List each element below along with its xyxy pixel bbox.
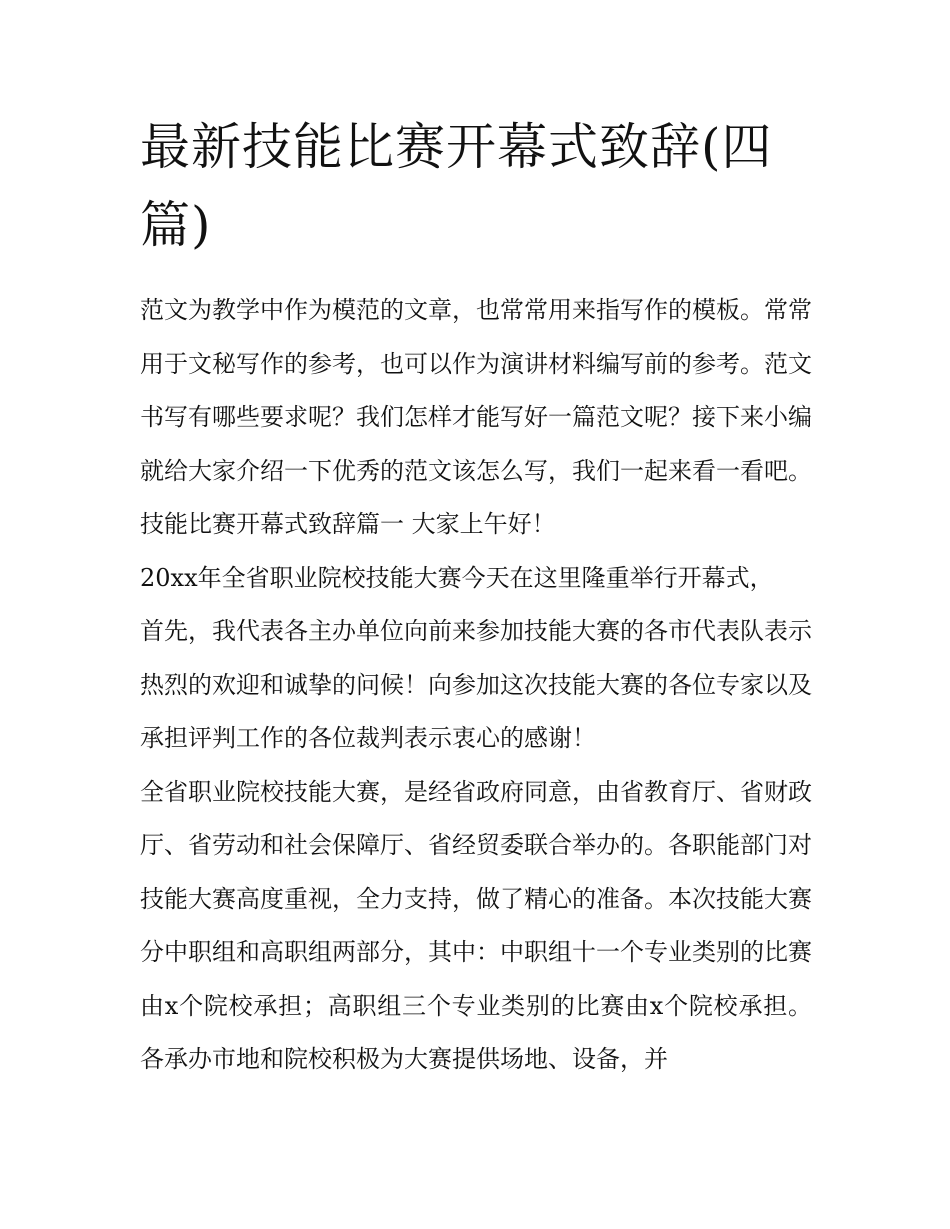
paragraph-competition-overview: 全省职业院校技能大赛，是经省政府同意，由省教育厅、省财政厅、省劳动和社会保障厅、省经贸委联合举办的。各职能部门对技能大赛高度重视，全力支持，做了精心的准备。本次技能大赛分中职组和高职组两部分，其中：中职组十一个专业类别的比赛由x个院校承担；高职组三个专业类别的比赛由x个院校承担。各承办市地和院校积极为大赛提供场地、设备，并: [140, 777, 812, 1073]
paragraph-opening: 20xx年全省职业院校技能大赛今天在这里隆重举行开幕式，: [140, 563, 774, 592]
document-title: 最新技能比赛开幕式致辞(四篇): [140, 118, 773, 254]
document-body: [140, 284, 812, 1087]
paragraph-greeting: 技能比赛开幕式致辞篇一 大家上午好！: [140, 510, 556, 538]
paragraph-intro: 范文为教学中作为模范的文章，也常常用来指写作的模板。常常用于文秘写作的参考，也可以作为演讲材料编写前的参考。范文书写有哪些要求呢？我们怎样才能写好一篇范文呢？接下来小编就给大家介绍一下优秀的范文该怎么写，我们一起来看一看吧。: [140, 296, 812, 485]
document-page: [140, 108, 812, 1087]
paragraph-welcome: 首先，我代表各主办单位向前来参加技能大赛的各市代表队表示热烈的欢迎和诚挚的问候！向参加这次技能大赛的各位专家以及承担评判工作的各位裁判表示衷心的感谢！: [140, 617, 812, 752]
